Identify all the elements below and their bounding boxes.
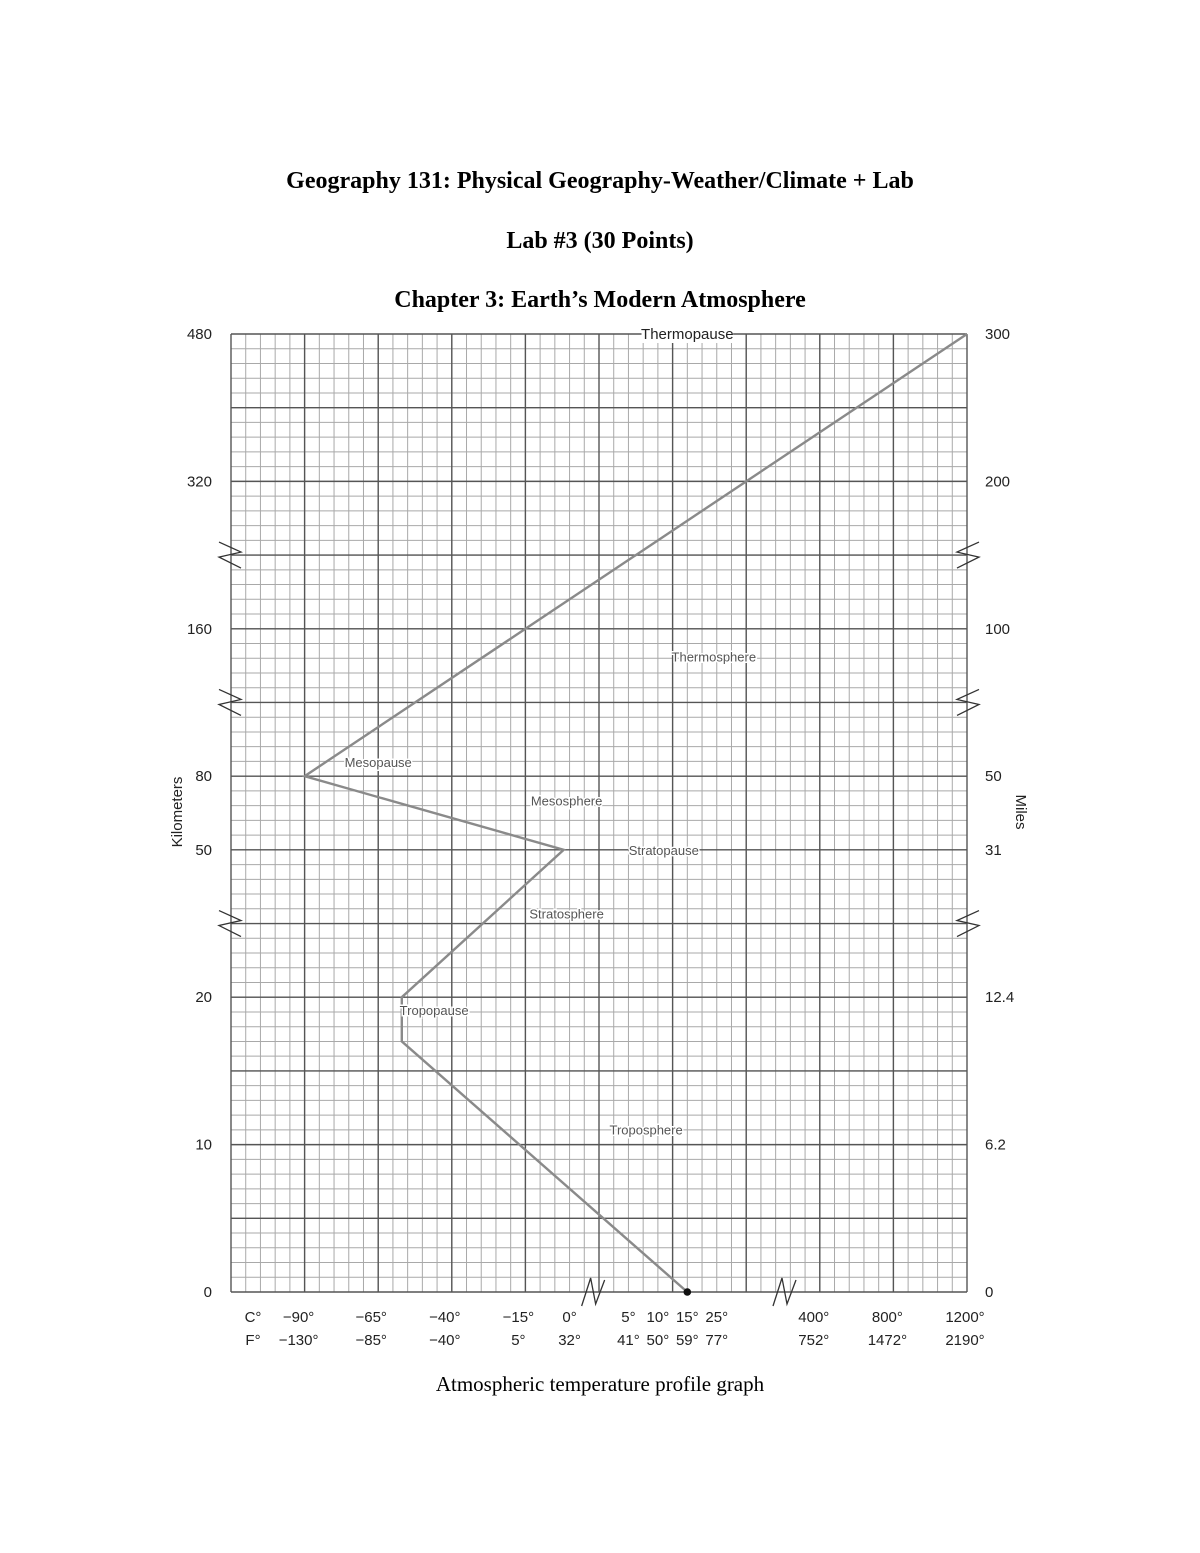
layer-label-tropopause: Tropopause — [399, 1002, 469, 1018]
x-unit-label-f: F° — [245, 1332, 261, 1349]
layer-label-mesopause: Mesopause — [344, 754, 412, 770]
y-tick-label-km: 50 — [195, 841, 212, 859]
y-tick-label-km: 10 — [195, 1136, 212, 1154]
x-tick-label-f: 32° — [558, 1332, 581, 1349]
y-tick-label-mi: 300 — [985, 326, 1011, 343]
y-tick-label-mi: 31 — [985, 841, 1002, 859]
y-tick-label-km: 20 — [195, 989, 212, 1007]
x-tick-label-f: 41° — [617, 1332, 640, 1349]
x-tick-label-f: 752° — [798, 1332, 830, 1349]
layer-label-troposphere: Troposphere — [609, 1122, 683, 1138]
temperature-profile-line — [305, 334, 967, 1292]
x-tick-label-f: 77° — [705, 1332, 729, 1349]
x-tick-label-c: 25° — [705, 1309, 729, 1326]
course-title: Geography 131: Physical Geography-Weather/Climate + Lab — [286, 168, 914, 194]
y-axis-title-right: Miles — [1012, 794, 1029, 830]
figure-caption: Atmospheric temperature profile graph — [435, 1372, 765, 1396]
layer-label-mesosphere: Mesosphere — [530, 793, 603, 809]
x-tick-label-f: −130° — [278, 1332, 319, 1349]
y-axis-title-left: Kilometers — [169, 776, 186, 848]
lab-title: Lab #3 (30 Points) — [506, 228, 694, 254]
x-tick-label-c: 0° — [562, 1309, 577, 1326]
chapter-title: Chapter 3: Earth’s Modern Atmosphere — [394, 287, 806, 313]
y-tick-label-mi: 100 — [985, 620, 1011, 638]
x-tick-label-c: 400° — [798, 1309, 830, 1326]
surface-point-marker — [684, 1288, 692, 1296]
x-tick-label-f: −40° — [429, 1332, 461, 1349]
y-tick-label-km: 160 — [186, 620, 212, 638]
x-tick-label-f: 5° — [511, 1332, 526, 1349]
x-tick-label-c: −40° — [429, 1309, 461, 1326]
major-grid — [231, 334, 967, 1292]
x-unit-label-c: C° — [244, 1309, 262, 1326]
y-tick-label-km: 480 — [186, 326, 212, 343]
x-tick-label-c: −15° — [502, 1309, 535, 1326]
x-tick-label-c: 800° — [871, 1309, 903, 1326]
y-tick-label-km: 80 — [195, 768, 212, 786]
x-tick-label-f: 1472° — [867, 1332, 908, 1349]
layer-label-thermosphere: Thermosphere — [671, 649, 757, 665]
y-tick-label-mi: 200 — [985, 473, 1011, 491]
y-tick-label-mi: 6.2 — [985, 1136, 1006, 1154]
layer-label-stratosphere: Stratosphere — [529, 906, 604, 922]
x-tick-label-c: −90° — [282, 1309, 315, 1326]
x-tick-label-c: 15° — [675, 1309, 699, 1326]
y-tick-label-mi: 12.4 — [985, 989, 1015, 1007]
layer-label-stratopause: Stratopause — [628, 842, 699, 858]
x-tick-label-c: 1200° — [945, 1309, 985, 1326]
tick-labels — [187, 326, 1014, 1349]
y-tick-label-mi: 50 — [985, 768, 1002, 786]
plot-area — [305, 334, 967, 1296]
layer-label-thermopause: Thermopause — [641, 326, 734, 343]
x-tick-label-f: 2190° — [945, 1332, 985, 1349]
x-tick-label-f: −85° — [355, 1332, 387, 1349]
x-tick-label-c: −65° — [355, 1309, 387, 1326]
y-tick-label-mi: 0 — [985, 1284, 994, 1301]
x-tick-label-c: 5° — [621, 1309, 636, 1326]
x-tick-label-f: 50° — [646, 1332, 670, 1349]
y-tick-label-km: 0 — [203, 1284, 212, 1301]
x-tick-label-c: 10° — [646, 1309, 670, 1326]
x-tick-label-f: 59° — [675, 1332, 699, 1349]
y-tick-label-km: 320 — [186, 473, 212, 491]
